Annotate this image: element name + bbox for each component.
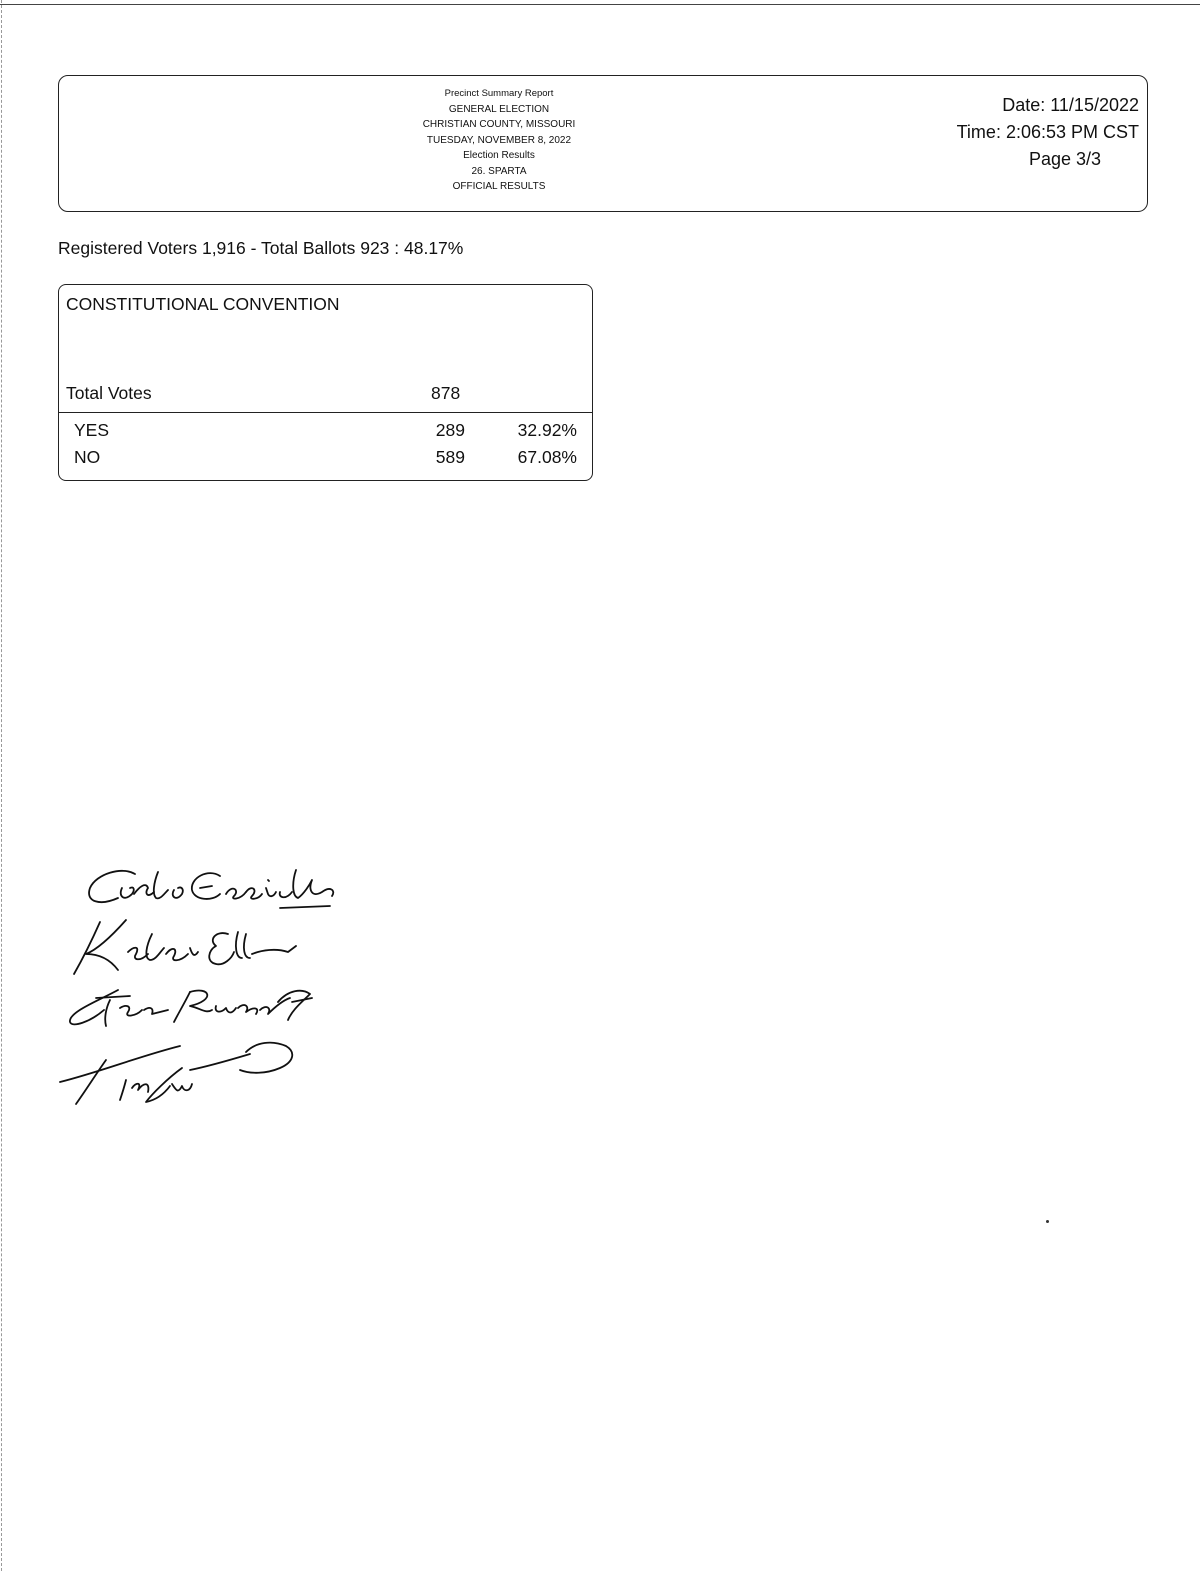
page-left-edge	[1, 0, 2, 1571]
signature-block	[40, 850, 400, 1120]
signature-names	[400, 850, 401, 851]
choice-row-yes	[59, 420, 592, 446]
total-votes-value: 878	[431, 383, 461, 403]
contest-title: CONSTITUTIONAL CONVENTION	[66, 294, 340, 314]
choice-votes: 589	[435, 447, 465, 467]
report-meta	[909, 92, 1139, 173]
signature-name	[400, 850, 401, 851]
choice-row-no	[59, 447, 592, 473]
choice-votes: 289	[435, 420, 465, 440]
contest-box	[58, 284, 593, 481]
page-top-edge	[0, 4, 1200, 5]
report-title: Precinct Summary Report	[444, 88, 554, 99]
signature-2	[74, 920, 296, 974]
report-date: Date: 11/15/2022	[1002, 95, 1139, 115]
report-header	[58, 75, 1148, 212]
total-votes-label: Total Votes	[66, 383, 152, 403]
jurisdiction: CHRISTIAN COUNTY, MISSOURI	[422, 119, 576, 130]
contest-divider	[59, 412, 592, 413]
results-status: OFFICIAL RESULTS	[452, 181, 546, 192]
choice-name: NO	[74, 447, 101, 467]
precinct-name: 26. SPARTA	[471, 165, 527, 177]
election-date: TUESDAY, NOVEMBER 8, 2022	[426, 134, 572, 146]
page-number: Page 3/3	[1028, 149, 1101, 169]
scan-speck	[1046, 1220, 1049, 1223]
turnout-summary: Registered Voters 1,916 - Total Ballots 923 : 48.17%	[58, 238, 464, 258]
election-name: GENERAL ELECTION	[448, 103, 550, 115]
signature-4	[60, 1043, 292, 1104]
report-time: Time: 2:06:53 PM CST	[956, 122, 1139, 142]
results-type: Election Results	[463, 150, 535, 161]
choice-percent: 67.08%	[517, 447, 577, 467]
choice-percent: 32.92%	[517, 420, 577, 440]
choice-name: YES	[74, 420, 110, 440]
signature-1	[89, 870, 333, 908]
signatures-drawing	[40, 850, 400, 1120]
report-header-info	[389, 86, 609, 195]
signature-3	[70, 990, 312, 1026]
